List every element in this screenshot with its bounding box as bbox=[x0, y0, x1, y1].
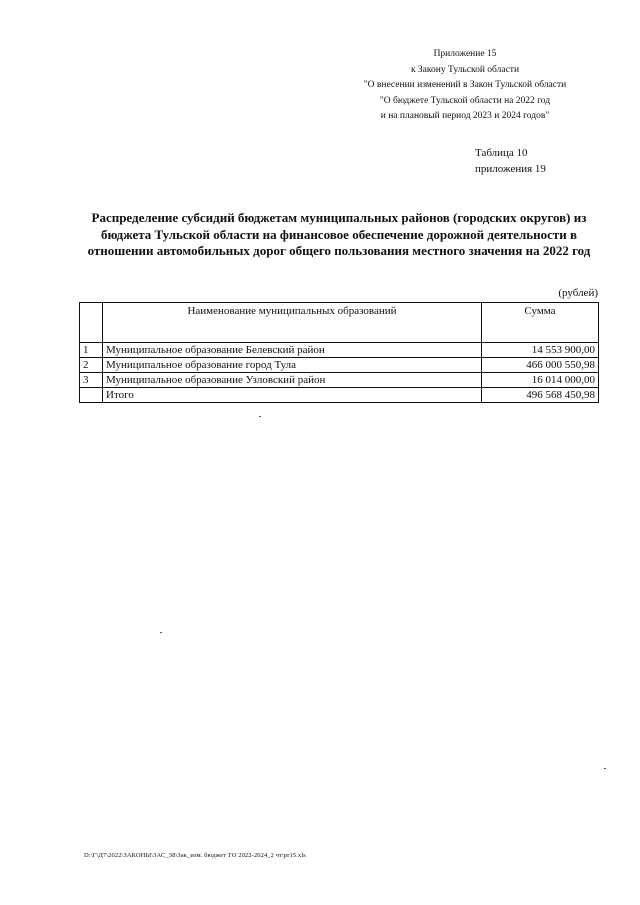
table-ref-line: Таблица 10 bbox=[475, 147, 528, 159]
row-sum: 466 000 550,98 bbox=[482, 358, 599, 373]
row-name: Муниципальное образование Белевский район bbox=[103, 343, 482, 358]
table-ref-line: приложения 19 bbox=[475, 163, 546, 175]
appendix-line: Приложение 15 bbox=[433, 49, 497, 59]
document-title bbox=[78, 210, 600, 260]
total-num bbox=[80, 388, 103, 403]
row-sum: 16 014 000,00 bbox=[482, 373, 599, 388]
header-name: Наименование муниципальных образований bbox=[103, 303, 482, 343]
scan-speck bbox=[259, 416, 261, 417]
row-num: 1 bbox=[80, 343, 103, 358]
table-reference bbox=[475, 145, 565, 177]
row-name: Муниципальное образование Узловский район bbox=[103, 373, 482, 388]
title-line: Распределение субсидий бюджетам муниципальных районов (городских округов) из bbox=[91, 210, 587, 225]
table-row bbox=[80, 343, 599, 358]
appendix-line: к Закону Тульской области bbox=[410, 64, 520, 75]
row-num: 3 bbox=[80, 373, 103, 388]
appendix-line: "О бюджете Тульской области на 2022 год bbox=[379, 95, 551, 106]
row-sum: 14 553 900,00 bbox=[482, 343, 599, 358]
table-row bbox=[80, 373, 599, 388]
footer-file-path: D:\Г\Д7\2022\ЗАКОНЫ\ЗАС_38\Зак_изм. бюджет ТО 2022-2024_2 чт\pr15.xls bbox=[84, 852, 306, 859]
title-line: бюджета Тульской области на финансовое обеспечение дорожной деятельности в bbox=[100, 226, 578, 242]
header-num bbox=[80, 303, 103, 343]
row-num: 2 bbox=[80, 358, 103, 373]
header-sum: Сумма bbox=[482, 303, 599, 343]
scan-speck bbox=[604, 768, 606, 769]
appendix-line: "О внесении изменений в Закон Тульской области bbox=[363, 80, 567, 90]
scan-speck bbox=[160, 632, 162, 633]
total-sum: 496 568 450,98 bbox=[482, 388, 599, 403]
table-row bbox=[80, 358, 599, 373]
subsidy-table bbox=[79, 302, 599, 403]
units-label: (рублей) bbox=[558, 287, 598, 299]
total-label: Итого bbox=[103, 388, 482, 403]
title-line: отношении автомобильных дорог общего пользования местного значения на 2022 год bbox=[87, 243, 591, 258]
table-header-row bbox=[80, 303, 599, 343]
table-total-row bbox=[80, 388, 599, 403]
appendix-line: и на плановый период 2023 и 2024 годов" bbox=[380, 111, 550, 121]
appendix-header bbox=[340, 47, 590, 125]
row-name: Муниципальное образование город Тула bbox=[103, 358, 482, 373]
